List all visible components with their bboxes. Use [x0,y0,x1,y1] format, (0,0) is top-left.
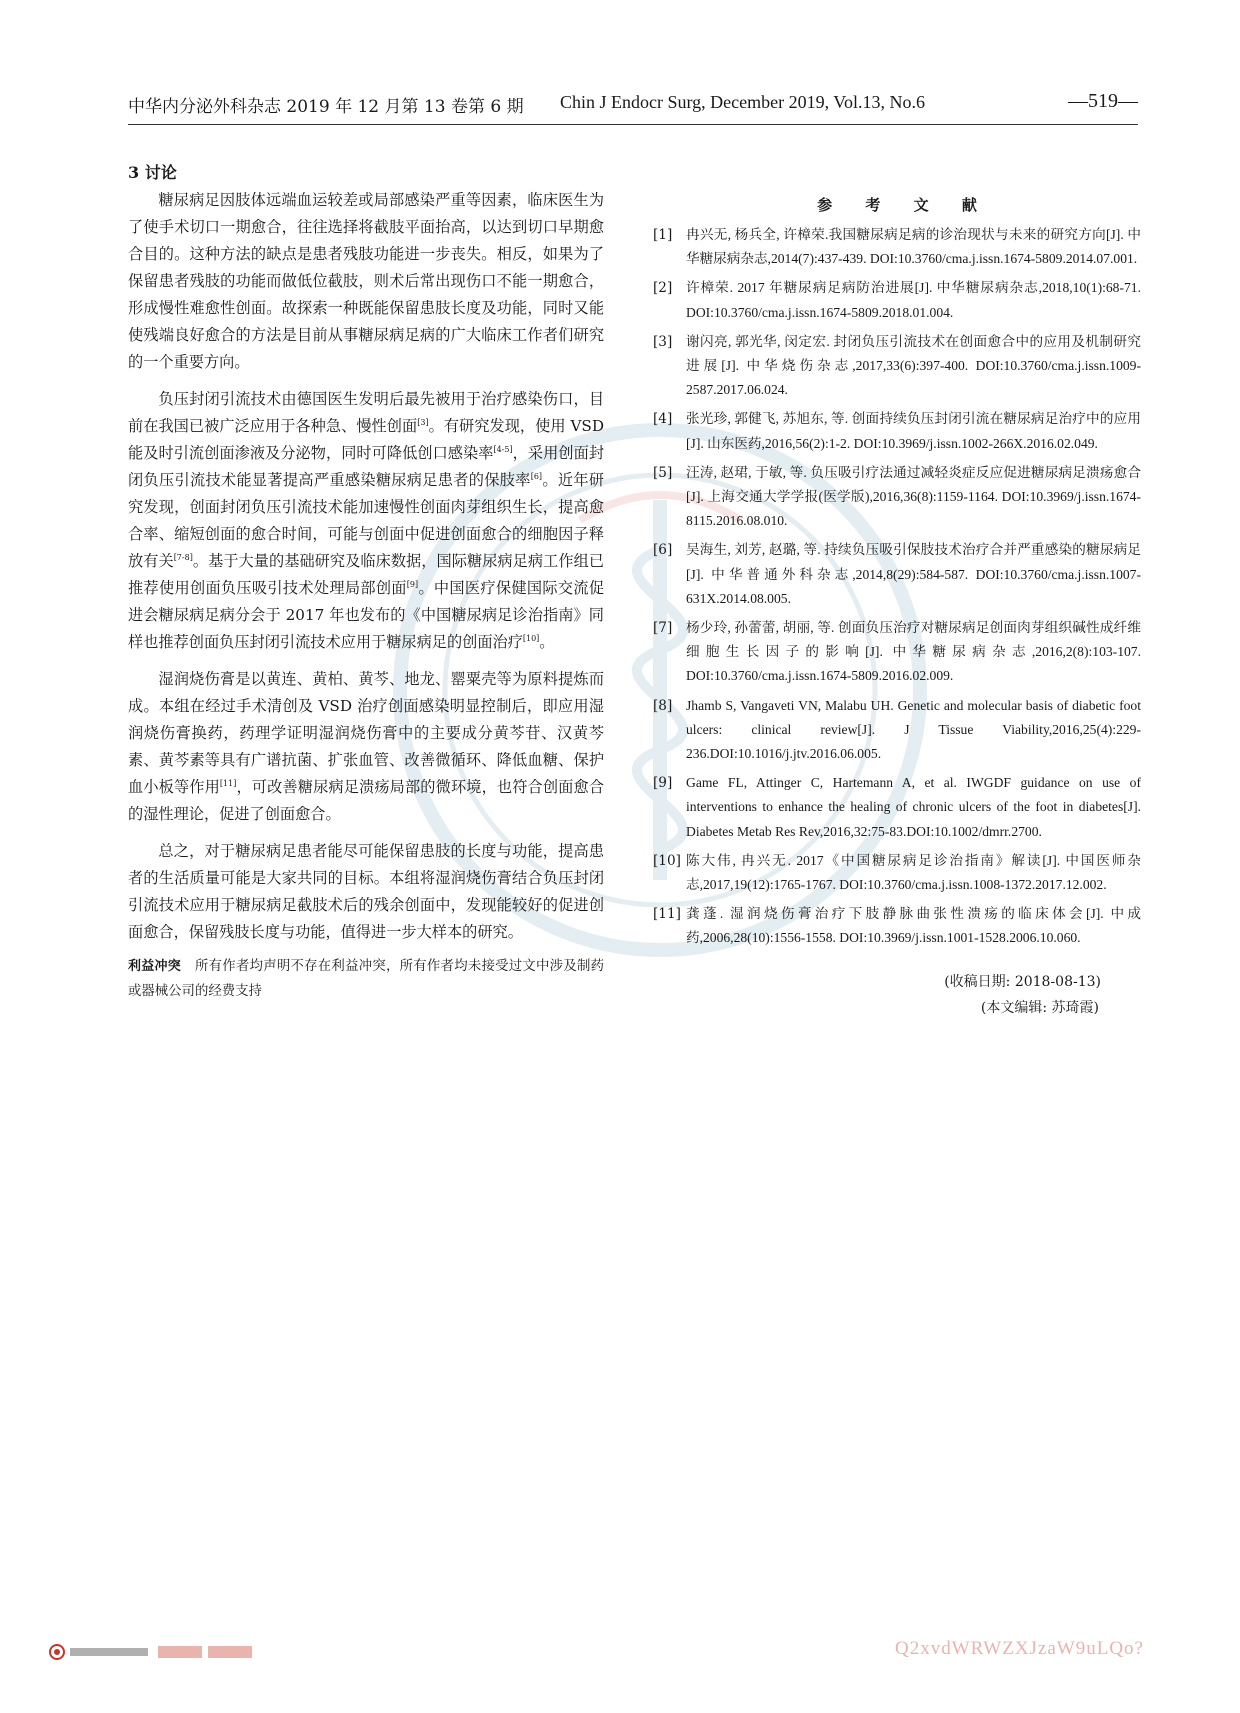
running-header [128,90,1138,125]
citation-9: [9] [406,579,419,589]
reference-item [653,849,1141,897]
text-run: 负压封闭引流技术由德国医生发明后最先被用于治疗感染伤口，目前在我国已被广泛应用于各种急、慢性创面 [128,390,604,435]
reference-number: [2] [653,280,673,297]
conflict-text: 所有作者均声明不存在利益冲突，所有作者均未接受过文中涉及制药或器械公司的经费支持 [128,959,604,999]
discussion-paragraph-2 [128,386,604,656]
text-run: 。近年研究发现，创面封闭负压引流技术能加速慢性创面肉芽组织生长，提高愈合率、缩短创面的愈合时间，可能与创面中促进创面愈合的细胞因子释放有关 [128,471,605,570]
reference-item [653,461,1141,534]
discussion-paragraph-4: 总之，对于糖尿病足患者能尽可能保留患肢的长度与功能，提高患者的生活质量可能是大家共同的目标。本组将湿润烧伤膏结合负压封闭引流技术应用于糖尿病足截肢术后的残余创面中，发现能较好的促进创面愈合，保留残肢长度与功能，值得进一步大样本的研究。 [128,842,604,941]
reference-text: 陈大伟, 冉兴无. 2017《中国糖尿病足诊治指南》解读[J]. 中国医师杂志,2017,19(12):1765-1767. DOI:10.3760/cma.j.issn.1008-1372.2017.12.002. [686,852,1141,893]
reference-item [653,771,1141,844]
reference-text: 汪涛, 赵珺, 于敏, 等. 负压吸引疗法通过减轻炎症反应促进糖尿病足溃疡愈合[J]. 上海交通大学学报(医学版),2016,36(8):1159-1164. DOI:10.3969/j.issn.1674-8115.2016.08.010. [686,464,1141,529]
left-column [128,160,604,1004]
reference-number: [1] [653,227,673,243]
reference-text: 冉兴无, 杨兵全, 许樟荣.我国糖尿病足病的诊治现状与未来的研究方向[J]. 中华糖尿病杂志,2014(7):437-439. DOI:10.3760/cma.j.issn.1674-5809.2014.07.001. [686,227,1141,267]
conflict-of-interest [128,954,604,1004]
citation-6: [6] [530,471,543,481]
reference-number: [10] [653,852,681,869]
right-column [653,193,1141,1021]
reference-text: 许樟荣. 2017 年糖尿病足病防治进展[J]. 中华糖尿病杂志,2018,10(1):68-71. DOI:10.3760/cma.j.issn.1674-5809.2018.01.004. [686,280,1141,320]
reference-text: 张光珍, 郭健飞, 苏旭东, 等. 创面持续负压封闭引流在糖尿病足治疗中的应用[J]. 山东医药,2016,56(2):1-2. DOI:10.3969/j.issn.1002-266X.2016.02.049. [686,411,1141,451]
reference-list [653,223,1141,951]
text-run: 湿润烧伤膏是以黄连、黄柏、黄芩、地龙、罂粟壳等为原料提炼而成。本组在经过手术清创及 VSD 治疗创面感染明显控制后，即应用湿润烧伤膏换药，药理学证明湿润烧伤膏中的主要成分黄芩苷、汉黄芩素、黄芩素等具有广谱抗菌、扩张血管、改善微循环、降低血糖、保护血小板等作用 [128,670,604,796]
references-title: 参 考 文 献 [817,196,991,214]
reference-item [653,330,1141,403]
reference-text: 吴海生, 刘芳, 赵璐, 等. 持续负压吸引保肢技术治疗合并严重感染的糖尿病足[J]. 中华普通外科杂志,2014,8(29):584-587. DOI:10.3760/cma.j.issn.1007-631X.2014.08.005. [686,542,1141,606]
editor-note: (本文编辑: 苏琦霞) [980,999,1099,1016]
page-number: —519— [1068,90,1138,112]
section-title: 3 讨论 [128,163,177,182]
reference-number: [8] [653,697,673,714]
text-run: 。中国医疗保健国际交流促进会糖尿病足病分会于 2017 年也发布的《中国糖尿病足诊治指南》同样也推荐创面负压封闭引流技术应用于糖尿病足的创面治疗 [128,579,605,651]
reference-item [653,538,1141,611]
reference-text: Game FL, Attinger C, Hartemann A, et al. IWGDF guidance on use of interventions to enhance the healing of chronic ulcers of the foot in diabetes[J]. Diabetes Metab Res Rev,2016,32:75-83.DOI:10.1002/dmrr.2700. [686,775,1141,839]
citation-10: [10] [522,633,540,643]
text-run: 。有研究发现，使用 VSD 能及时引流创面渗液及分泌物，同时可降低创口感染率 [128,417,604,462]
footer-code: Q2xvdWRWZXJzaW9uLQo? [895,1638,1144,1659]
discussion-paragraph-3 [128,666,604,828]
citation-3: [3] [417,417,429,427]
text-run: 。基于大量的基础研究及临床数据，国际糖尿病足病工作组已推荐使用创面负压吸引技术处理局部创面 [128,552,605,597]
reference-text: 龚蓬. 湿润烧伤膏治疗下肢静脉曲张性溃疡的临床体会[J]. 中成药,2006,28(10):1556-1558. DOI:10.3969/j.issn.1001-1528.2006.10.060. [686,906,1141,946]
text-run: ，可改善糖尿病足溃疡局部的微环境，也符合创面愈合的湿性理论，促进了创面愈合。 [128,778,605,823]
reference-item [653,276,1141,324]
reference-text: 谢闪亮, 郭光华, 闵定宏. 封闭负压引流技术在创面愈合中的应用及机制研究进展[J]. 中华烧伤杂志,2017,33(6):397-400. DOI:10.3760/cma.j.issn.1009-2587.2017.06.024. [686,333,1141,398]
reference-item [653,902,1141,950]
conflict-label: 利益冲突 [128,959,182,974]
reference-text: Jhamb S, Vangaveti VN, Malabu UH. Genetic and molecular basis of diabetic foot ulcers: clinical review[J]. J Tissue Viability,2016,25(4):229-236.DOI:10.1016/j.jtv.2016.06.005. [686,697,1141,762]
citation-4-5: [4-5] [493,444,513,454]
reference-number: [4] [653,411,673,428]
reference-number: [11] [653,906,681,923]
citation-11: [11] [219,778,237,788]
discussion-paragraph-1: 糖尿病足因肢体远端血运较差或局部感染严重等因素，临床医生为了使手术切口一期愈合，往往选择将截肢平面抬高，以达到切口早期愈合目的。这种方法的缺点是患者残肢功能进一步丧失。相反，如果为了保留患者残肢的功能而做低位截肢，则术后常出现伤口不能一期愈合，形成慢性难愈性创面。故探索一种既能保留患肢长度及功能，同时又能使残端良好愈合的方法是目前从事糖尿病足病的广大临床工作者们研究的一个重要方向。 [128,191,604,371]
text-run: ，采用创面封闭负压引流技术能显著提高严重感染糖尿病足患者的保肢率 [128,444,605,489]
journal-title-en: Chin J Endocr Surg, December 2019, Vol.13, No.6 [560,92,925,112]
reference-number: [5] [653,464,673,481]
reference-item [653,407,1141,455]
reference-number: [3] [653,333,673,350]
reference-item [653,616,1141,689]
reference-number: [6] [653,542,673,559]
reference-text: 杨少玲, 孙蕾蕾, 胡丽, 等. 创面负压治疗对糖尿病足创面肉芽组织碱性成纤维细胞生长因子的影响[J]. 中华糖尿病杂志,2016,2(8):103-107. DOI:10.3760/cma.j.issn.1674-5809.2016.02.009. [686,620,1141,684]
reference-item [653,223,1141,271]
text-run: 。 [539,633,555,651]
received-date: (收稿日期: 2018-08-13) [944,973,1101,990]
reference-number: [7] [653,620,673,637]
reference-number: [9] [653,775,673,792]
publisher-logo-icon [48,1643,268,1661]
reference-item [653,694,1141,767]
citation-7-8: [7-8] [173,552,193,562]
journal-title-cn: 中华内分泌外科杂志 2019 年 12 月第 13 卷第 6 期 [128,97,524,117]
